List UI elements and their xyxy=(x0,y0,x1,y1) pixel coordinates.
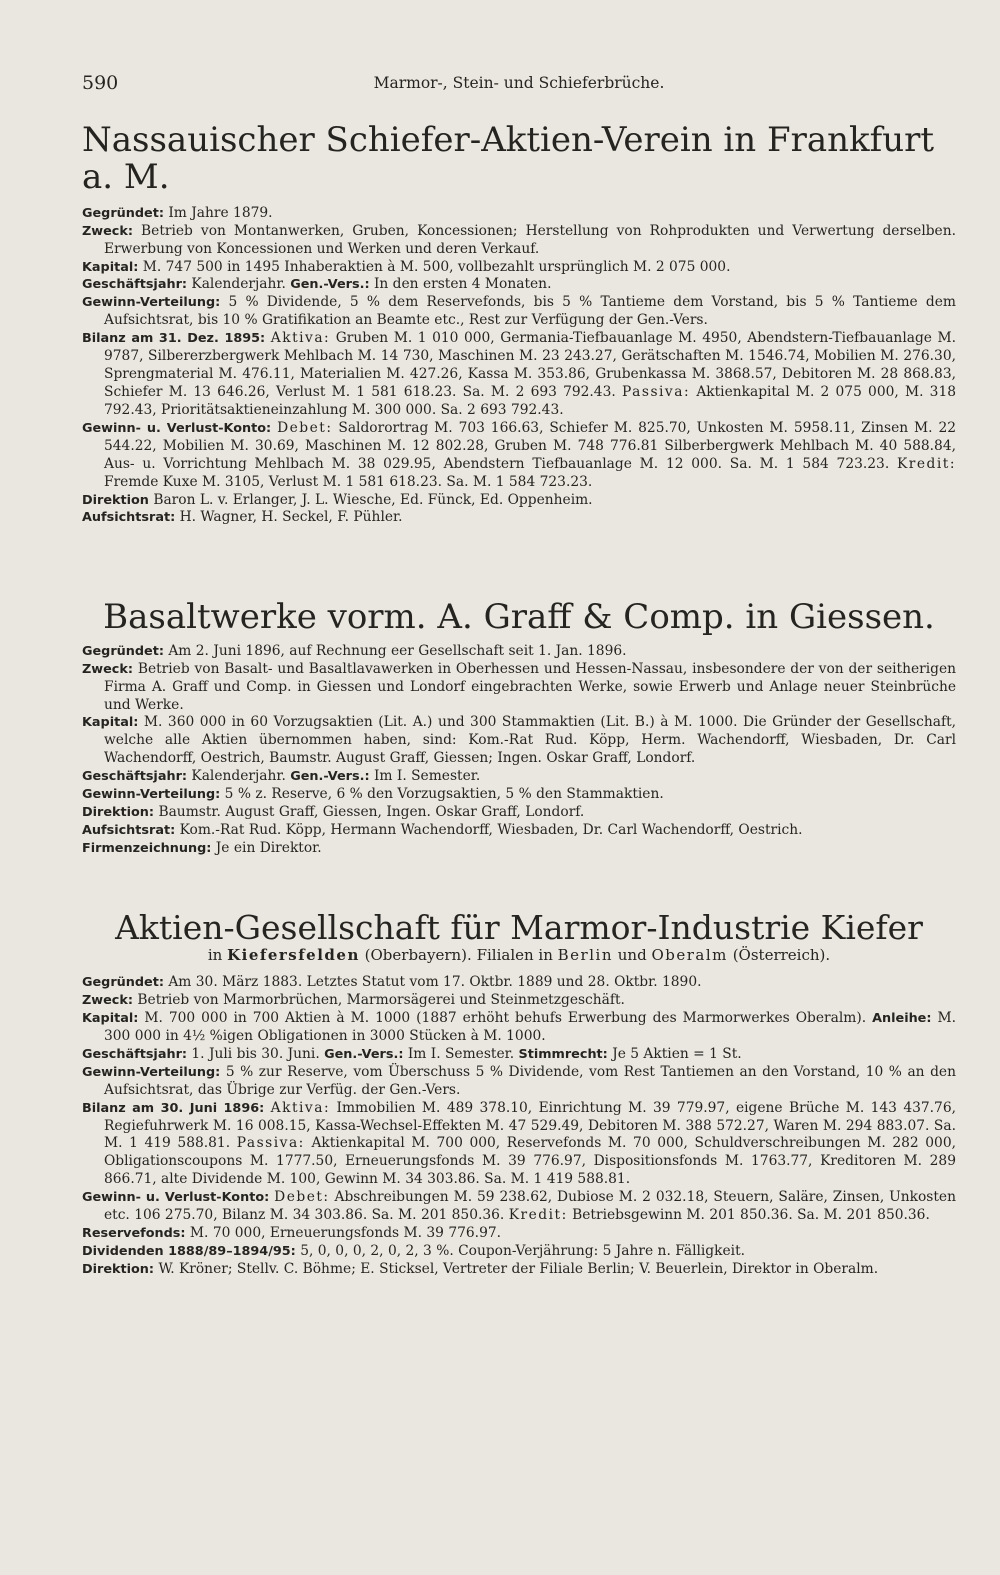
entry-gewinn-verlust-konto xyxy=(82,420,956,492)
subtitle-rest: (Oberbayern). Filialen in xyxy=(364,946,553,965)
entry-label: Aufsichtsrat: xyxy=(82,510,176,526)
passiva-text: Aktienkapital M. 700 000, Reservefonds M. 70 000, Schuldverschreibungen M. 282 000, Obligationscoupons M. 1777.50, Erneuerungsfonds M. 39 776.97, Dispositionsfonds M. 1763.77, Kreditoren M. 289 866.71, alte Dividende M. 100, Gewinn M. 34 303.86. Sa. M. 1 419 588.81. xyxy=(104,1135,956,1188)
entry-label-genvers: Gen.-Vers.: xyxy=(290,769,370,785)
entry-kapital xyxy=(82,1010,956,1046)
entry-text: 5 % zur Reserve, vom Überschuss 5 % Dividende, vom Rest Tantiemen an den Vorstand, 10 % an den Aufsichtsrat, das Übrige zur Verfüg. der Gen.-Vers. xyxy=(104,1063,956,1098)
entry-reservefonds xyxy=(82,1225,956,1243)
company-section-nassauischer xyxy=(82,122,956,527)
debet-label: Debet: xyxy=(274,1189,330,1206)
entry-zweck xyxy=(82,223,956,259)
entry-bilanz xyxy=(82,1100,956,1190)
entry-label: Zweck: xyxy=(82,661,133,677)
entry-text: Kom.-Rat Rud. Köpp, Hermann Wachendorff, Wiesbaden, Dr. Carl Wachendorff, Oestrich. xyxy=(179,821,803,838)
subtitle-city-berlin: Berlin xyxy=(557,946,613,965)
entry-dividenden xyxy=(82,1243,956,1261)
passiva-label: Passiva: xyxy=(621,384,691,400)
kredit-label: Kredit: xyxy=(508,1207,568,1224)
entry-text: Kalenderjahr. xyxy=(191,276,286,293)
running-head xyxy=(82,72,956,102)
entry-label-anleihe: Anleihe: xyxy=(872,1010,932,1026)
kredit-label: Kredit: xyxy=(896,455,956,472)
kredit-text: Betriebsgewinn M. 201 850.36. Sa. M. 201 850.36. xyxy=(572,1207,930,1224)
entry-label: Kapital: xyxy=(82,259,139,275)
debet-text: Saldorortrag M. 703 166.63, Schiefer M. 825.70, Unkosten M. 5958.11, Zinsen M. 22 544.22, Mobilien M. 30.69, Maschinen M. 12 802.28, Gruben M. 748 776.81 Silberbergwerk Mehlbach M. 40 588.84, Aus- u. Vorrichtung Mehlbach M. 38 029.95, Abendstern Tiefbauanlage M. 12 000. Sa. M. 1 584 723.23. xyxy=(104,419,956,472)
entry-gewinn-verteilung xyxy=(82,1064,956,1100)
entry-text-stimmrecht: Je 5 Aktien = 1 St. xyxy=(612,1045,742,1062)
entry-text-genvers: In den ersten 4 Monaten. xyxy=(373,276,552,293)
entry-text: 1. Juli bis 30. Juni. xyxy=(191,1045,320,1062)
aktiva-label: Aktiva: xyxy=(270,1099,331,1116)
entry-label: Reservefonds: xyxy=(82,1226,186,1242)
entry-kapital xyxy=(82,714,956,768)
entry-text: Betrieb von Basalt- und Basaltlavawerken in Oberhessen und Hessen-Nassau, insbesondere der von der seitherigen Firma A. Graff und Comp. in Giessen und Londorf eingebrachten Werke, sowie Erwerb und Anlage neuer Steinbrüche und Werke. xyxy=(104,660,957,713)
entry-bilanz xyxy=(82,330,956,420)
entry-text: 5 % Dividende, 5 % dem Reservefonds, bis 5 % Tantieme dem Vorstand, bis 5 % Tantieme dem Aufsichtsrat, bis 10 % Gratifikation an Beamte etc., Rest zur Verfügung der Gen.-Vers. xyxy=(104,294,956,329)
entry-label: Gewinn-Verteilung: xyxy=(82,1064,221,1080)
entry-label: Gewinn-Verteilung: xyxy=(82,295,221,311)
entry-text-genvers: Im I. Semester. xyxy=(373,768,481,785)
entry-label: Firmenzeichnung: xyxy=(82,840,212,856)
entry-aufsichtsrat xyxy=(82,509,956,527)
entry-text: 5, 0, 0, 0, 2, 0, 2, 3 %. Coupon-Verjährung: 5 Jahre n. Fälligkeit. xyxy=(300,1242,746,1259)
company-title: Nassauischer Schiefer-Aktien-Verein in Frankfurt a. M. xyxy=(82,120,935,198)
entry-direktion xyxy=(82,492,956,510)
entry-gewinn-verteilung xyxy=(82,786,956,804)
entry-text: Betrieb von Marmorbrüchen, Marmorsägerei und Steinmetzgeschäft. xyxy=(137,992,625,1009)
entry-label-genvers: Gen.-Vers.: xyxy=(324,1046,404,1062)
entry-label: Direktion: xyxy=(82,1261,155,1277)
entry-text: H. Wagner, H. Seckel, F. Pühler. xyxy=(179,509,403,526)
entry-label-genvers: Gen.-Vers.: xyxy=(290,277,370,293)
entry-geschaeftsjahr xyxy=(82,276,956,294)
entry-label: Bilanz am 31. Dez. 1895: xyxy=(82,331,266,347)
entry-zweck xyxy=(82,661,956,715)
company-section-basaltwerke xyxy=(82,599,956,857)
company-title: Aktien-Gesellschaft für Marmor-Industrie Kiefer xyxy=(115,907,923,947)
entry-text: Am 30. März 1883. Letztes Statut vom 17. Oktbr. 1889 und 28. Oktbr. 1890. xyxy=(168,974,702,991)
entry-label: Bilanz am 30. Juni 1896: xyxy=(82,1100,265,1116)
entry-label: Zweck: xyxy=(82,993,133,1009)
entry-label: Gegründet: xyxy=(82,975,164,991)
entry-label: Direktion xyxy=(82,492,149,508)
subtitle-end: (Österreich). xyxy=(732,946,831,965)
entry-text: Am 2. Juni 1896, auf Rechnung eer Gesellschaft seit 1. Jan. 1896. xyxy=(168,642,627,659)
entry-gewinn-verlust-konto xyxy=(82,1189,956,1225)
aktiva-text: Immobilien M. 489 378.10, Einrichtung M. 39 779.97, eigene Brüche M. 143 437.76, Regiefuhrwerk M. 16 008.15, Kassa-Wechsel-Effekten M. 47 529.49, Debitoren M. 388 572.27, Waren M. 294 883.07. Sa. M. 1 419 588.81. xyxy=(104,1099,957,1152)
company-title: Basaltwerke vorm. A. Graff & Comp. in Giessen. xyxy=(103,597,935,638)
subtitle-city-oberalm: Oberalm xyxy=(651,946,728,965)
entry-zweck xyxy=(82,992,956,1010)
company-subtitle xyxy=(82,946,956,964)
entry-label: Aufsichtsrat: xyxy=(82,822,176,838)
debet-text: Abschreibungen M. 59 238.62, Dubiose M. 2 032.18, Steuern, Saläre, Zinsen, Unkosten etc. 106 275.70, Bilanz M. 34 303.86. Sa. M. 201 850.36. xyxy=(104,1189,956,1224)
aktiva-text: Gruben M. 1 010 000, Germania-Tiefbauanlage M. 4950, Abendstern-Tiefbauanlage M. 9787, Silbererzbergwerk Mehlbach M. 14 730, Maschinen M. 23 243.27, Gerätschaften M. 1546.74, Mobilien M. 276.30, Sprengmaterial M. 476.11, Materialien M. 427.26, Kassa M. 353.86, Grubenkassa M. 3868.57, Debitoren M. 28 868.83, Schiefer M. 13 646.26, Verlust M. 1 581 618.23. Sa. M. 2 693 792.43. xyxy=(104,330,957,400)
entry-geschaeftsjahr xyxy=(82,768,956,786)
entry-text: M. 360 000 in 60 Vorzugsaktien (Lit. A.) und 300 Stammaktien (Lit. B.) à M. 1000. Die Gründer der Gesellschaft, welche alle Aktien übernommen haben, sind: Kom.-Rat Rud. Köpp, Herm. Wachendorff, Wiesbaden, Dr. Carl Wachendorff, Oestrich, Baumstr. August Graff, Giessen; Ingen. Oskar Graff, Londorf. xyxy=(104,714,956,767)
subtitle-prefix: in xyxy=(207,946,223,965)
entry-gegruendet xyxy=(82,643,956,661)
entry-gegruendet xyxy=(82,974,956,992)
entry-text: 5 % z. Reserve, 6 % den Vorzugsaktien, 5 % den Stammaktien. xyxy=(224,786,664,803)
entry-label: Geschäftsjahr: xyxy=(82,769,187,785)
entry-text: M. 700 000 in 700 Aktien à M. 1000 (1887 erhöht behufs Erwerbung des Marmorwerkes Oberalm). xyxy=(144,1009,867,1026)
debet-label: Debet: xyxy=(277,419,333,436)
entry-aufsichtsrat xyxy=(82,822,956,840)
entry-label: Geschäftsjahr: xyxy=(82,277,187,293)
entry-direktion xyxy=(82,804,956,822)
entry-label: Kapital: xyxy=(82,715,139,731)
entry-text-anleihe: M. 300 000 in 4½ %igen Obligationen in 3000 Stücken à M. 1000. xyxy=(104,1009,956,1044)
entry-label: Gegründet: xyxy=(82,205,164,221)
entry-text: Kalenderjahr. xyxy=(191,768,286,785)
entry-label: Zweck: xyxy=(82,223,133,239)
entry-text: Je ein Direktor. xyxy=(215,839,322,856)
passiva-text: Aktienkapital M. 2 075 000, M. 318 792.43, Prioritätsaktieneinzahlung M. 300 000. Sa. 2 693 792.43. xyxy=(104,384,957,418)
kredit-text: Fremde Kuxe M. 3105, Verlust M. 1 581 618.23. Sa. M. 1 584 723.23. xyxy=(104,473,593,490)
entry-label: Dividenden 1888/89–1894/95: xyxy=(82,1243,296,1259)
entry-label-stimmrecht: Stimmrecht: xyxy=(518,1046,608,1062)
passiva-label: Passiva: xyxy=(236,1135,305,1152)
entry-label: Geschäftsjahr: xyxy=(82,1046,187,1062)
company-section-marmor-industrie xyxy=(82,907,957,1279)
entry-firmenzeichnung xyxy=(82,840,956,858)
entry-text: Baron L. v. Erlanger, J. L. Wiesche, Ed. Fünck, Ed. Oppenheim. xyxy=(153,491,593,508)
aktiva-label: Aktiva: xyxy=(270,330,331,347)
entry-label: Gewinn- u. Verlust-Konto: xyxy=(82,420,272,436)
page-number: 590 xyxy=(82,72,119,94)
entry-text: M. 747 500 in 1495 Inhaberaktien à M. 500, vollbezahlt ursprünglich M. 2 075 000. xyxy=(142,258,731,275)
entry-gegruendet xyxy=(82,205,956,223)
entry-label: Gewinn- u. Verlust-Konto: xyxy=(82,1190,270,1206)
subtitle-mid: und xyxy=(617,946,647,965)
subtitle-place: Kiefersfelden xyxy=(227,946,360,965)
entry-label: Gegründet: xyxy=(82,643,164,659)
entry-text: Im Jahre 1879. xyxy=(168,204,273,221)
entry-geschaeftsjahr xyxy=(82,1046,956,1064)
entry-label: Gewinn-Verteilung: xyxy=(82,787,221,803)
entry-text: Betrieb von Montanwerken, Gruben, Koncessionen; Herstellung von Rohprodukten und Verwertung derselben. Erwerbung von Koncessionen und Werken und deren Verkauf. xyxy=(104,222,956,257)
entry-label: Direktion: xyxy=(82,805,155,821)
entry-direktion xyxy=(82,1261,956,1279)
entry-text-genvers: Im I. Semester. xyxy=(407,1045,515,1062)
entry-text: M. 70 000, Erneuerungsfonds M. 39 776.97. xyxy=(189,1225,502,1242)
entry-text: Baumstr. August Graff, Giessen, Ingen. Oskar Graff, Londorf. xyxy=(158,804,585,821)
entry-label: Kapital: xyxy=(82,1010,139,1026)
entry-kapital xyxy=(82,259,956,277)
entry-text: W. Kröner; Stellv. C. Böhme; E. Sticksel, Vertreter der Filiale Berlin; V. Beuerlein, Direktor in Oberalm. xyxy=(158,1260,879,1277)
entry-gewinn-verteilung xyxy=(82,294,956,330)
running-title: Marmor-, Stein- und Schieferbrüche. xyxy=(373,74,665,92)
